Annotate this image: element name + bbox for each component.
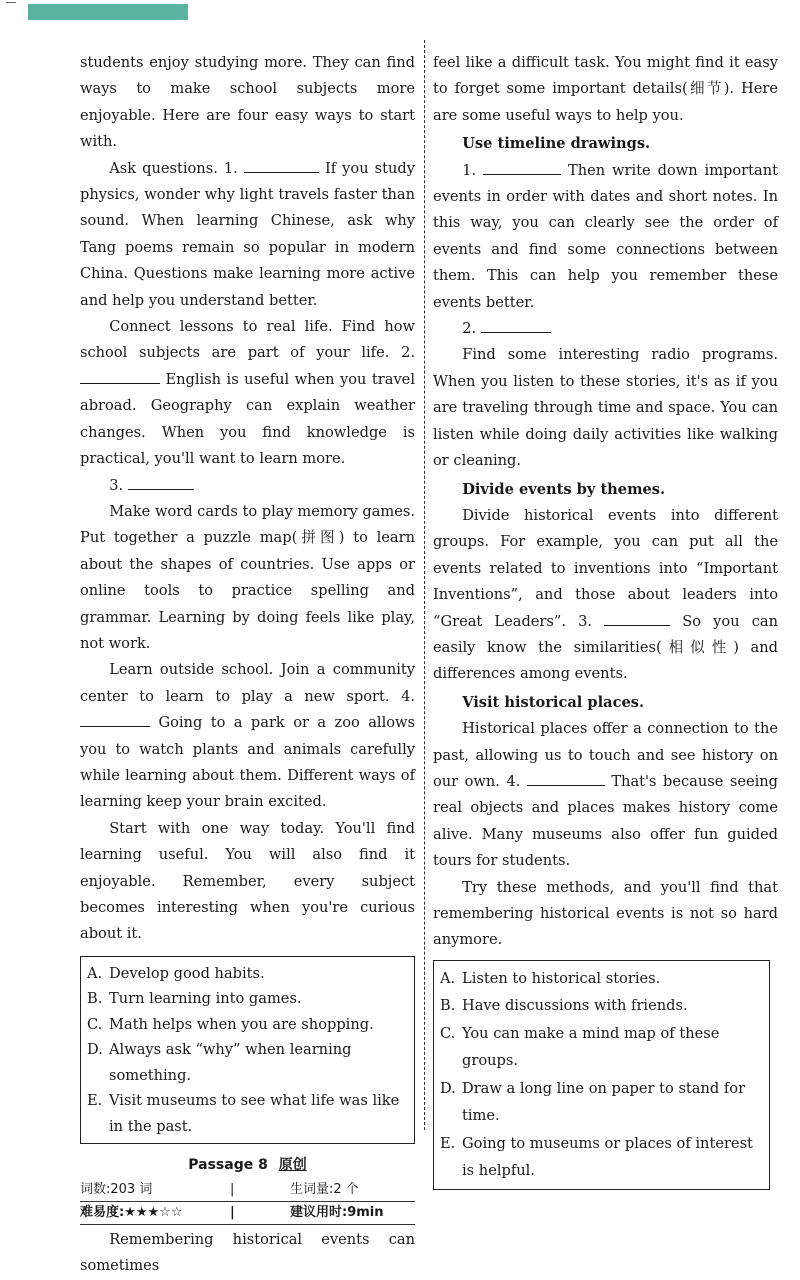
ask-questions-paragraph (80, 156, 415, 314)
option-letter: E. (87, 1092, 103, 1110)
option-letter: C. (87, 1015, 103, 1033)
meta-separator: | (230, 1204, 235, 1220)
timeline-number: 1. (462, 161, 477, 179)
visit-paragraph (433, 716, 778, 874)
option-text: Have discussions with friends. (462, 997, 688, 1015)
divide-lead: Divide historical events into different groups. For example, you can put all the events related to inventions into “Important Inventions”, and those about leaders into “Great Leaders”. 3. (433, 506, 778, 630)
option-letter: B. (440, 997, 456, 1015)
visit-body: That's because seeing real objects and places makes history come alive. Many museums also offer fun guided tours for students. (433, 772, 779, 870)
option-a[interactable] (440, 965, 763, 993)
option-letter: C. (440, 1024, 456, 1042)
word-count: 词数:203 词 (80, 1181, 153, 1197)
option-d[interactable] (440, 1075, 763, 1130)
suggested-time: 建议用时:9min (290, 1204, 384, 1220)
corner-mark (6, 2, 16, 8)
option-text: Develop good habits. (109, 964, 265, 982)
timeline-body: Then write down important events in order with dates and short notes. In this way, you can clearly see the order of events and find some connections between them. This can help you remember these events better. (433, 161, 778, 311)
connect-lessons-lead: Connect lessons to real life. Find how school subjects are part of your life. 2. (80, 318, 415, 362)
visit-lead: Historical places offer a connection to the past, allowing us to touch and see history on our own. 4. (433, 720, 778, 790)
option-letter: E. (440, 1134, 456, 1152)
left-options-box (80, 956, 415, 1145)
divide-paragraph (433, 503, 778, 688)
option-text: Draw a long line on paper to stand for time. (462, 1079, 746, 1125)
option-e[interactable] (440, 1130, 763, 1185)
option-text: Visit museums to see what life was like in the past. (109, 1092, 400, 1135)
blank-r2-number: 2. (462, 320, 477, 338)
blank-3[interactable] (128, 474, 194, 490)
left-column (80, 50, 415, 1280)
blank-2[interactable] (80, 368, 160, 384)
continued-paragraph: feel like a difficult task. You might find it easy to forget some important details(细节). Here are some useful ways to help you. (433, 54, 778, 124)
word-cards-paragraph: Make word cards to play memory games. Put together a puzzle map(拼图) to learn about the shapes of countries. Use apps or online tools to practice spelling and grammar. Learning by doing feels like play, not work. (80, 502, 415, 652)
option-e[interactable] (87, 1088, 408, 1139)
divide-body: So you can easily know the similarities(相似性) and differences among events. (433, 612, 779, 683)
option-letter: A. (440, 969, 456, 987)
connect-lessons-body: English is useful when you travel abroad. Geography can explain weather changes. When you find knowledge is practical, you'll want to learn more. (80, 370, 415, 468)
option-d[interactable] (87, 1037, 408, 1088)
option-b[interactable] (440, 992, 763, 1020)
ask-questions-lead: Ask questions. 1. (109, 159, 238, 177)
option-c[interactable] (440, 1020, 763, 1075)
blank-r2[interactable] (481, 317, 551, 333)
blank-r1[interactable] (483, 159, 561, 175)
blank-r2-line (433, 316, 778, 342)
learn-outside-lead: Learn outside school. Join a community center to learn to play a new sport. 4. (80, 661, 415, 705)
start-today-paragraph: Start with one way today. You'll find learning useful. You will also find it enjoyable. Remember, every subject becomes interesting when you're curious about it. (80, 819, 415, 943)
connect-lessons-paragraph (80, 314, 415, 472)
blank-3-line (80, 473, 415, 499)
intro-paragraph: students enjoy studying more. They can find ways to make school subjects more enjoyable. Here are four easy ways to start with. (80, 54, 415, 151)
option-letter: D. (440, 1079, 456, 1097)
page-header-band (0, 0, 800, 26)
difficulty-rating: 难易度:★★★☆☆ (80, 1204, 183, 1220)
timeline-paragraph (433, 158, 778, 316)
passage-meta-row-1 (80, 1179, 415, 1202)
blank-r3[interactable] (604, 610, 670, 626)
option-letter: D. (87, 1041, 103, 1059)
heading-visit: Visit historical places. (462, 693, 645, 711)
option-c[interactable] (87, 1012, 408, 1038)
option-text: Going to museums or places of interest is helpful. (462, 1134, 753, 1180)
blank-r4[interactable] (527, 770, 605, 786)
option-letter: A. (87, 964, 103, 982)
option-a[interactable] (87, 961, 408, 987)
passage-title-text: Passage 8 (188, 1157, 268, 1174)
option-text: Listen to historical stories. (462, 969, 661, 987)
passage-original-tag: 原创 (278, 1157, 307, 1174)
learn-outside-body: Going to a park or a zoo allows you to watch plants and animals carefully while learning about them. Different ways of learning keep your brain excited. (80, 714, 415, 811)
passage-meta-row-2 (80, 1202, 415, 1225)
header-color-strip (28, 4, 188, 20)
heading-divide: Divide events by themes. (462, 480, 666, 498)
option-text: Turn learning into games. (109, 990, 302, 1008)
option-b[interactable] (87, 986, 408, 1012)
try-methods-paragraph: Try these methods, and you'll find that remembering historical events is not so hard anymore. (433, 878, 778, 949)
learn-outside-paragraph (80, 657, 415, 815)
right-column (433, 50, 778, 1190)
heading-timeline: Use timeline drawings. (462, 135, 651, 153)
option-letter: B. (87, 990, 103, 1008)
new-word-count: 生词量:2 个 (290, 1181, 359, 1197)
column-divider (424, 40, 425, 1130)
option-text: Math helps when you are shopping. (109, 1015, 374, 1033)
meta-separator: | (230, 1181, 235, 1197)
ask-questions-body: If you study physics, wonder why light travels faster than sound. When learning Chinese, ask why Tang poems remain so popular in modern China. Questions make learning more active and help you understand better. (80, 159, 415, 309)
passage-title (80, 1152, 415, 1178)
option-text: You can make a mind map of these groups. (462, 1024, 720, 1070)
passage-8-opening: Remembering historical events can sometimes (80, 1230, 415, 1275)
blank-3-number: 3. (109, 476, 124, 494)
blank-4[interactable] (80, 711, 150, 727)
right-options-box (433, 960, 770, 1190)
blank-1[interactable] (244, 157, 319, 173)
option-text: Always ask “why” when learning something. (109, 1041, 352, 1084)
radio-paragraph: Find some interesting radio programs. When you listen to these stories, it's as if you are traveling through time and space. You can listen while doing daily activities like walking or cleaning. (433, 346, 778, 470)
